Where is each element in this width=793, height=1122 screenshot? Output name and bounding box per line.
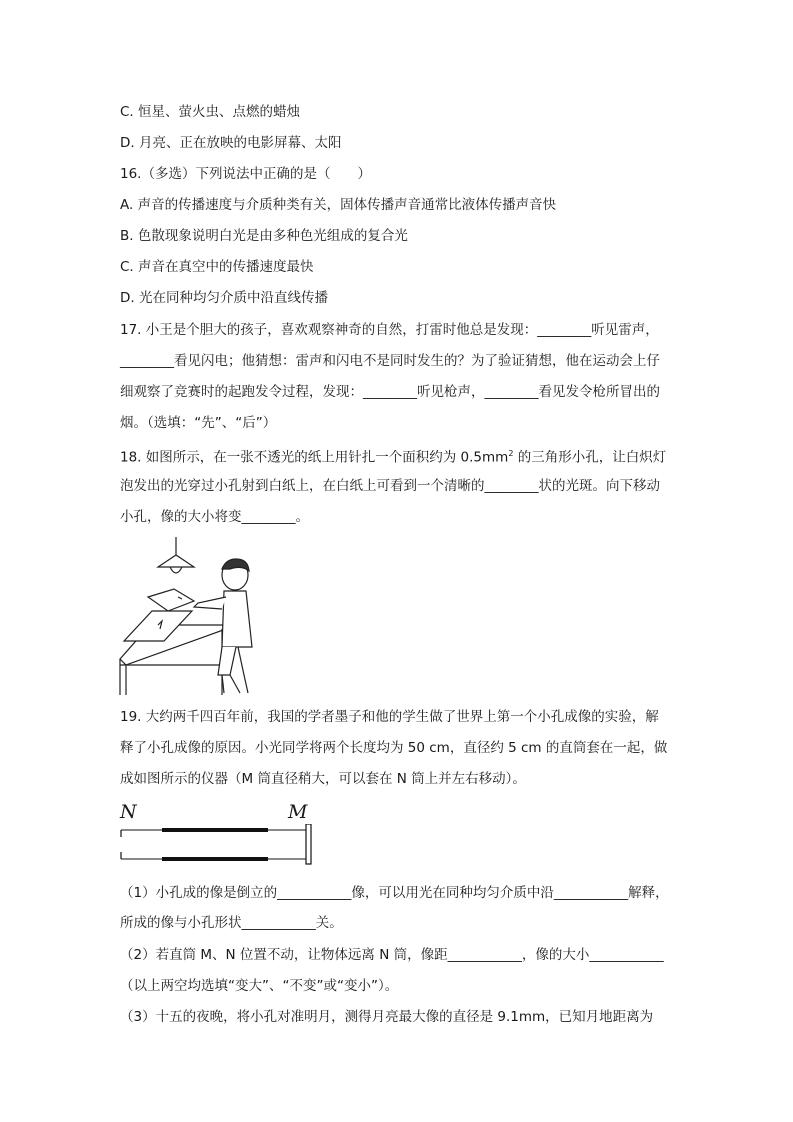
student-body bbox=[222, 591, 252, 647]
end-screen bbox=[306, 824, 311, 864]
q17-line-3: 细观察了竞赛时的起跑发令过程，发现：________听见枪声，________看见发令枪所冒出的 bbox=[120, 384, 660, 400]
q18-superscript: 2 bbox=[508, 449, 514, 458]
q17-line-1: 17. 小王是个胆大的孩子，喜欢观察神奇的自然，打雷时他总是发现：________听见雷声， bbox=[120, 322, 659, 338]
student-arm bbox=[194, 597, 226, 609]
pinhole-lamp-figure bbox=[118, 537, 258, 695]
q16-option-b: B. 色散现象说明白光是由多种色光组成的复合光 bbox=[120, 228, 408, 244]
q17-line-2: ________看见闪电；他猜想：雷声和闪电不是同时发生的？为了验证猜想，他在运动会上仔 bbox=[120, 353, 660, 369]
student-leg-right bbox=[230, 675, 240, 693]
q19-part3-line-1: （3）十五的夜晚，将小孔对准明月，测得月亮最大像的直径是 9.1mm，已知月地距离为 bbox=[120, 1009, 654, 1025]
q16-option-c: C. 声音在真空中的传播速度最快 bbox=[120, 259, 314, 275]
q18-line-1-b: 的三角形小孔，让白炽灯 bbox=[513, 449, 667, 466]
q19-part2-line-1: （2）若直筒 M、N 位置不动，让物体远离 N 筒，像距___________，像的大小___________ bbox=[120, 947, 664, 963]
q16-option-d: D. 光在同种均匀介质中沿直线传播 bbox=[120, 290, 328, 306]
q15-option-c: C. 恒星、萤火虫、点燃的蜡烛 bbox=[120, 104, 301, 120]
q18-line-3: 小孔，像的大小将变________。 bbox=[120, 509, 309, 525]
tube-label-m: M bbox=[288, 801, 308, 823]
q16-option-a: A. 声音的传播速度与介质种类有关，固体传播声音通常比液体传播声音快 bbox=[120, 197, 557, 213]
q18-line-2: 泡发出的光穿过小孔射到白纸上，在白纸上可看到一个清晰的________状的光斑。向下移动 bbox=[120, 478, 660, 494]
q19-part1-line-1: （1）小孔成的像是倒立的___________像，可以用光在同种均匀介质中沿___________解释， bbox=[120, 885, 669, 901]
q19-line-1: 19. 大约两千四百年前，我国的学者墨子和他的学生做了世界上第一个小孔成像的实验，解 bbox=[120, 709, 659, 725]
student-shorts bbox=[218, 647, 236, 675]
lamp-bulb bbox=[170, 567, 182, 573]
q16-stem: 16.（多选）下列说法中正确的是（ ） bbox=[120, 166, 371, 182]
held-paper bbox=[148, 589, 194, 611]
nm-tube-diagram bbox=[118, 824, 316, 866]
q19-line-2: 释了小孔成像的原因。小光同学将两个长度均为 50 cm，直径约 5 cm 的直筒套在一起，做 bbox=[120, 740, 668, 756]
q19-part1-line-2: 所成的像与小孔形状___________关。 bbox=[120, 915, 343, 931]
q15-option-d: D. 月亮、正在放映的电影屏幕、太阳 bbox=[120, 135, 342, 151]
lamp-shade bbox=[158, 555, 194, 567]
q18-line-1 bbox=[120, 444, 680, 468]
q18-line-1-a: 18. 如图所示，在一张不透光的纸上用针扎一个面积约为 0.5mm bbox=[120, 449, 509, 466]
q17-line-4: 烟。（选填：“先”、“后”） bbox=[120, 415, 277, 431]
tube-label-n: N bbox=[120, 801, 137, 823]
q19-part2-line-2: （以上两空均选填“变大”、“不变”或“变小”）。 bbox=[120, 978, 399, 994]
q19-line-3: 成如图所示的仪器（M 筒直径稍大，可以套在 N 筒上并左右移动）。 bbox=[120, 771, 526, 787]
